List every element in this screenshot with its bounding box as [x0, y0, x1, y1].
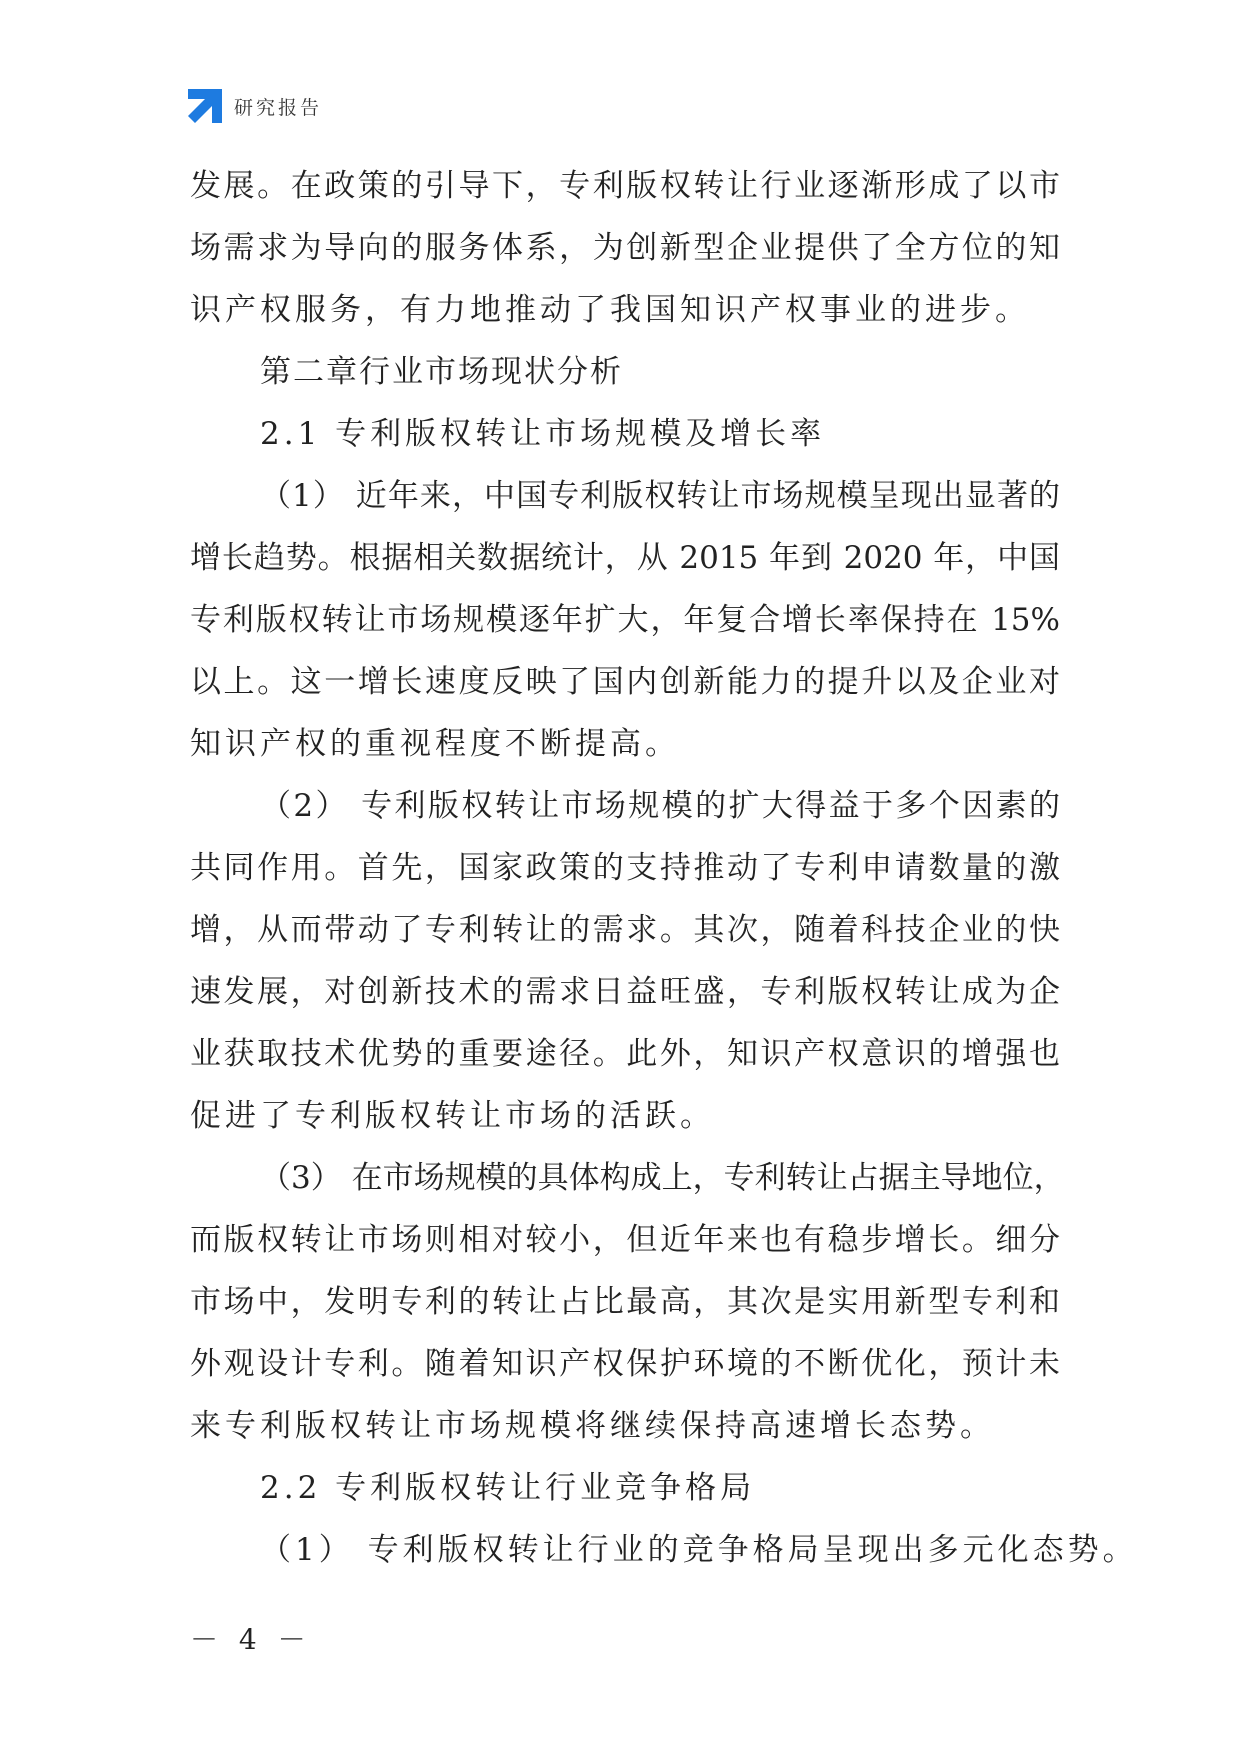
text-line: 速发展，对创新技术的需求日益旺盛，专利版权转让成为企	[190, 974, 1060, 1010]
text-line: 业获取技术优势的重要途径。此外，知识产权意识的增强也	[190, 1036, 1060, 1072]
section-heading-2-2: 2.2 专利版权转让行业竞争格局	[260, 1470, 756, 1506]
chapter-title: 第二章行业市场现状分析	[260, 354, 623, 390]
text-line: 以上。这一增长速度反映了国内创新能力的提升以及企业对	[190, 664, 1060, 700]
header-label: 研究报告	[234, 96, 323, 119]
text-line: 市场中，发明专利的转让占比最高，其次是实用新型专利和	[190, 1284, 1060, 1320]
text-line: （2） 专利版权转让市场规模的扩大得益于多个因素的	[260, 788, 1060, 824]
text-line: 增，从而带动了专利转让的需求。其次，随着科技企业的快	[190, 912, 1060, 948]
arrow-logo-icon	[188, 89, 222, 123]
text-line: （3） 在市场规模的具体构成上，专利转让占据主导地位，	[260, 1160, 1065, 1196]
text-line: 来专利版权转让市场规模将继续保持高速增长态势。	[190, 1408, 995, 1444]
text-line: 而版权转让市场则相对较小，但近年来也有稳步增长。细分	[190, 1222, 1060, 1258]
document-body	[190, 155, 1138, 1581]
text-line: （1） 近年来，中国专利版权转让市场规模呈现出显著的	[260, 478, 1060, 514]
paragraph-intro-continuation	[190, 155, 1060, 341]
paragraph-2	[190, 775, 1060, 1147]
text-line: 场需求为导向的服务体系，为创新型企业提供了全方位的知	[190, 230, 1060, 266]
text-line: 发展。在政策的引导下，专利版权转让行业逐渐形成了以市	[190, 168, 1060, 204]
report-header	[188, 88, 322, 124]
text-line: （1） 专利版权转让行业的竞争格局呈现出多元化态势。	[260, 1532, 1138, 1568]
page-number: － 4 －	[190, 1623, 312, 1656]
text-line: 增长趋势。根据相关数据统计，从 2015 年到 2020 年，中国	[190, 540, 1060, 576]
text-line: 外观设计专利。随着知识产权保护环境的不断优化，预计未	[190, 1346, 1060, 1382]
text-line: 知识产权的重视程度不断提高。	[190, 726, 680, 762]
text-line: 专利版权转让市场规模逐年扩大，年复合增长率保持在 15%	[190, 602, 1060, 638]
text-line: 促进了专利版权转让市场的活跃。	[190, 1098, 715, 1134]
paragraph-1	[190, 465, 1060, 775]
paragraph-3	[190, 1147, 1065, 1457]
paragraph-4	[190, 1519, 1138, 1581]
text-line: 共同作用。首先，国家政策的支持推动了专利申请数量的激	[190, 850, 1060, 886]
section-heading-2-1: 2.1 专利版权转让市场规模及增长率	[260, 416, 826, 452]
text-line: 识产权服务，有力地推动了我国知识产权事业的进步。	[190, 292, 1030, 328]
